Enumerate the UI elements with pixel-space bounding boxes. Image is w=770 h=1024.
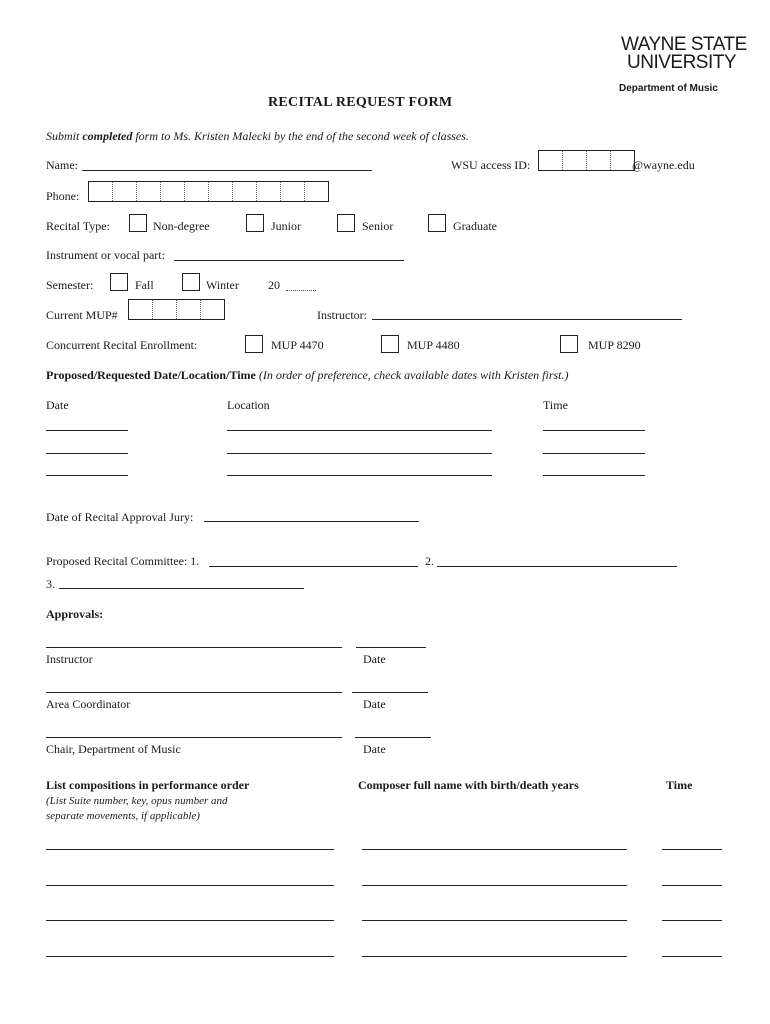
instructions: Submit completed form to Ms. Kristen Malecki by the end of the second week of classes. [46,129,469,143]
semester-label: Semester: [46,278,94,292]
senior-checkbox[interactable] [337,214,355,232]
mup-8290-label: MUP 8290 [588,338,641,352]
compositions-note-2: separate movements, if applicable) [46,810,200,822]
phone-label: Phone: [46,189,80,203]
proposed-time-3-field[interactable] [543,475,645,476]
department-name: Department of Music [619,83,718,94]
composition-2-field[interactable] [46,885,334,886]
area-coordinator-label: Area Coordinator [46,697,131,711]
senior-label: Senior [362,219,394,233]
instructor-date-field[interactable] [356,647,426,648]
mup-8290-checkbox[interactable] [560,335,578,353]
non-degree-checkbox[interactable] [129,214,147,232]
email-suffix: @wayne.edu [632,158,695,172]
chair-label: Chair, Department of Music [46,742,181,756]
composition-4-field[interactable] [46,956,334,957]
proposed-location-1-field[interactable] [227,430,492,431]
composition-3-field[interactable] [46,920,334,921]
year-field[interactable] [286,290,316,291]
phone-field[interactable] [88,181,329,202]
university-logo-line1: WAYNE STATE [621,34,747,55]
proposed-location-2-field[interactable] [227,453,492,454]
proposed-time-1-field[interactable] [543,430,645,431]
time-3-field[interactable] [662,920,722,921]
proposed-time-2-field[interactable] [543,453,645,454]
name-field[interactable] [82,170,372,171]
graduate-checkbox[interactable] [428,214,446,232]
committee-3-label: 3. [46,577,55,591]
area-coordinator-date-label: Date [363,697,386,711]
committee-3-field[interactable] [59,588,304,589]
instrument-field[interactable] [174,260,404,261]
instructor-approval-label: Instructor [46,652,93,666]
time-2-field[interactable] [662,885,722,886]
jury-label: Date of Recital Approval Jury: [46,510,194,524]
proposed-date-3-field[interactable] [46,475,128,476]
location-column-header: Location [227,398,270,412]
university-logo-line2: UNIVERSITY [627,52,737,73]
wsu-access-label: WSU access ID: [451,158,531,172]
chair-signature-field[interactable] [46,737,342,738]
compositions-note-1: (List Suite number, key, opus number and [46,795,228,807]
mup-4470-label: MUP 4470 [271,338,324,352]
concurrent-label: Concurrent Recital Enrollment: [46,338,198,352]
graduate-label: Graduate [453,219,497,233]
committee-2-field[interactable] [437,566,677,567]
proposed-date-2-field[interactable] [46,453,128,454]
instructor-date-label: Date [363,652,386,666]
time-column-header: Time [543,398,568,412]
committee-2-label: 2. [425,554,434,568]
jury-date-field[interactable] [204,521,419,522]
date-column-header: Date [46,398,69,412]
time-4-field[interactable] [662,956,722,957]
instructor-field[interactable] [372,319,682,320]
composer-heading: Composer full name with birth/death years [358,778,579,792]
non-degree-label: Non-degree [153,219,210,233]
fall-checkbox[interactable] [110,273,128,291]
time-1-field[interactable] [662,849,722,850]
current-mup-label: Current MUP# [46,308,118,322]
instructor-signature-field[interactable] [46,647,342,648]
committee-label: Proposed Recital Committee: 1. [46,554,200,568]
compositions-heading: List compositions in performance order [46,778,250,792]
junior-label: Junior [271,219,301,233]
proposed-location-3-field[interactable] [227,475,492,476]
year-prefix: 20 [268,278,280,292]
composition-1-field[interactable] [46,849,334,850]
composer-1-field[interactable] [362,849,627,850]
name-label: Name: [46,158,78,172]
approvals-heading: Approvals: [46,607,104,621]
composer-4-field[interactable] [362,956,627,957]
winter-checkbox[interactable] [182,273,200,291]
time-heading: Time [666,778,693,792]
junior-checkbox[interactable] [246,214,264,232]
committee-1-field[interactable] [209,566,418,567]
wsu-access-field[interactable] [538,150,635,171]
mup-4470-checkbox[interactable] [245,335,263,353]
proposed-heading: Proposed/Requested Date/Location/Time (In order of preference, check available dates with Kristen first.) [46,368,569,382]
composer-2-field[interactable] [362,885,627,886]
recital-type-label: Recital Type: [46,219,110,233]
current-mup-field[interactable] [128,299,225,320]
form-title: RECITAL REQUEST FORM [268,95,453,110]
composer-3-field[interactable] [362,920,627,921]
proposed-date-1-field[interactable] [46,430,128,431]
instrument-label: Instrument or vocal part: [46,248,165,262]
chair-date-field[interactable] [355,737,431,738]
winter-label: Winter [206,278,239,292]
area-coordinator-signature-field[interactable] [46,692,342,693]
instructor-label: Instructor: [317,308,367,322]
chair-date-label: Date [363,742,386,756]
mup-4480-checkbox[interactable] [381,335,399,353]
mup-4480-label: MUP 4480 [407,338,460,352]
fall-label: Fall [135,278,154,292]
area-coordinator-date-field[interactable] [352,692,428,693]
